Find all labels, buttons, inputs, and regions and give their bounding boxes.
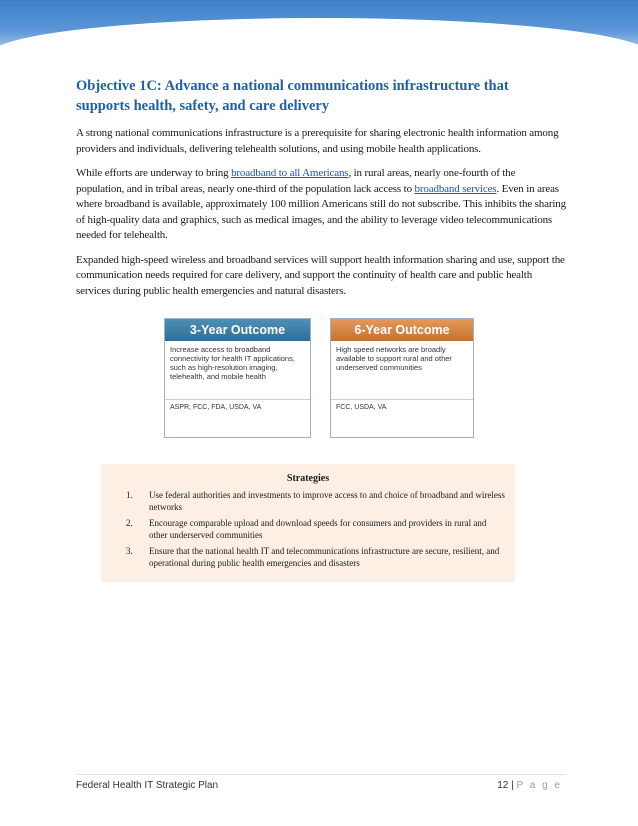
strategy-number: 2. — [126, 518, 133, 528]
strategy-number: 3. — [126, 546, 133, 556]
strategy-number: 1. — [126, 490, 133, 500]
footer-separator: | — [508, 780, 517, 791]
three-year-outcome-title: 3-Year Outcome — [165, 319, 310, 341]
strategy-item — [126, 546, 505, 569]
paragraph-expanded-services: Expanded high-speed wireless and broadband services will support health information sharing and use, support the communication needs required for care delivery, and support the continuity of health care and public health services during public health emergencies and natural disasters. — [76, 253, 565, 297]
objective-title: Objective 1C: Advance a national communications infrastructure that supports health, safety, and care delivery — [76, 78, 509, 114]
strategy-text: Ensure that the national health IT and telecommunications infrastructure are secure, resilient, and operational during public health emergencies and disasters — [149, 546, 500, 568]
strategy-item — [126, 490, 505, 513]
paragraph-infrastructure: A strong national communications infrastructure is a prerequisite for sharing electronic health information among providers and individuals, delivering telehealth solutions, and using mobile health applications. — [76, 127, 559, 155]
three-year-outcome-description: Increase access to broadband connectivity for health IT applications, such as high-resolution imaging, telehealth, and mobile health — [165, 341, 310, 400]
footer-page-number: 12 — [497, 780, 509, 791]
strategy-text: Encourage comparable upload and download speeds for consumers and providers in rural and other underserved communities — [149, 518, 487, 540]
strategy-item — [126, 518, 505, 541]
paragraph-broadband-part-b: , in rural areas, nearly one-fourth of the population, and in tribal areas, nearly one-third of the population lack access to — [76, 167, 516, 195]
broadband-all-americans-link[interactable]: broadband to all Americans — [231, 167, 349, 179]
footer-divider — [76, 774, 566, 775]
strategy-text: Use federal authorities and investments to improve access to and choice of broadband and wireless networks — [149, 490, 505, 512]
three-year-outcome-agencies: ASPR, FCC, FDA, USDA, VA — [170, 404, 262, 411]
outcomes-panel — [164, 318, 474, 436]
six-year-outcome-title: 6-Year Outcome — [331, 319, 473, 341]
footer-doc-title: Federal Health IT Strategic Plan — [76, 780, 219, 791]
six-year-outcome-description: High speed networks are broadly available to support rural and other underserved communities — [331, 341, 473, 400]
strategies-title: Strategies — [286, 473, 330, 484]
six-year-outcome-box — [330, 318, 474, 438]
strategies-box — [101, 464, 515, 582]
three-year-outcome-box — [164, 318, 311, 438]
six-year-outcome-agencies: FCC, USDA, VA — [336, 404, 387, 411]
strategies-list — [101, 490, 515, 569]
main-content — [76, 76, 566, 308]
paragraph-broadband-part-a: While efforts are underway to bring — [76, 167, 232, 179]
paragraph-broadband — [76, 166, 566, 244]
broadband-services-link[interactable]: broadband services — [414, 182, 497, 195]
paragraph-broadband-part-c: . Even in areas where broadband is available, approximately 100 million Americans still do not subscribe. This inhibits the sharing of high-quality data and graphics, such as medical images, and the ability to leverage video telecommunications needed for telehealth. — [76, 182, 566, 241]
footer-page-info — [497, 780, 562, 791]
footer-page-label: P a g e — [516, 780, 562, 791]
